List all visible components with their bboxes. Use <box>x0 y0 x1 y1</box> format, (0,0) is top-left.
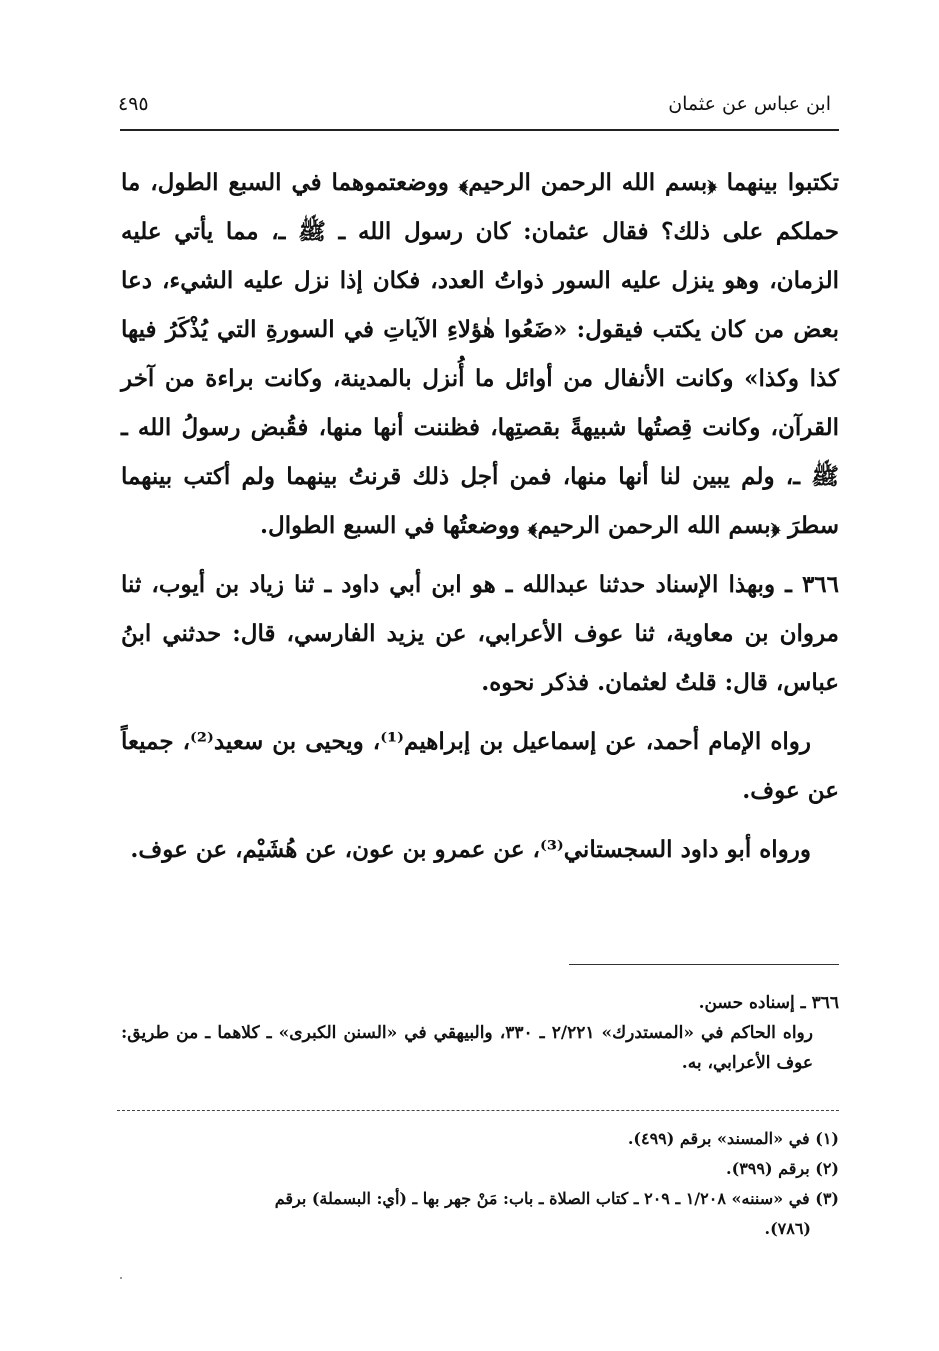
paragraph-ahmad-narration: رواه الإمام أحمد، عن إسماعيل بن إبراهيم⁽¹⁾، ويحيى بن سعيد⁽²⁾، جميعاً عن عوف. <box>121 728 839 804</box>
references-divider <box>117 1110 839 1111</box>
paragraph-continuation: تكتبوا بينهما ﴿بسم الله الرحمن الرحيم﴾ ووضعتموهما في السبع الطول، ما حملكم على ذلك؟ فقال عثمان: كان رسول الله ـ ﷺ ـ، مما يأتي عليه الزمان، وهو ينزل عليه السور ذواتُ العدد، فكان إذا نزل عليه الشيء، دعا بعض من كان يكتب فيقول: «ضَعُوا هٰؤلاءِ الآياتِ في السورةِ التي يُذْكَرُ فيها كذا وكذا» وكانت الأنفال من أوائل ما أُنزل بالمدينة، وكانت براءة من آخر القرآن، وكانت قِصتُها شبيهةً بقصتِها، فظننت أنها منها، فقُبض رسولُ الله ـ ﷺ ـ، ولم يبين لنا أنها منها، فمن أجل ذلك قرنتُ بينهما ولم أكتب بينهما سطرَ ﴿بسم الله الرحمن الرحيم﴾ ووضعتُها في السبع الطوال. <box>121 169 839 539</box>
footnote-3: (٣) في «سننه» ١/٢٠٨ ـ ٢٠٩ ـ كتاب الصلاة ـ باب: مَنْ جهر بها ـ (أي: البسملة) برقم <box>274 1189 839 1208</box>
header-rule <box>120 129 839 131</box>
scan-speck <box>120 1277 122 1279</box>
paragraph-abudawud-narration: ورواه أبو داود السجستاني⁽³⁾، عن عمرو بن عون، عن هُشَيْم، عن عوف. <box>130 836 811 863</box>
footnote-rule <box>569 964 839 965</box>
editor-notes <box>121 988 839 1078</box>
footnote-2: (٢) برقم (٣٩٩). <box>726 1159 839 1178</box>
page-number: ٤٩٥ <box>118 93 149 115</box>
footnote-3-continuation: (٧٨٦). <box>764 1219 811 1238</box>
running-header <box>118 84 831 124</box>
running-title: ابن عباس عن عثمان <box>668 93 831 115</box>
paragraph-hadith-366: ٣٦٦ ـ وبهذا الإسناد حدثنا عبدالله ـ هو ابن أبي داود ـ ثنا زياد بن أيوب، ثنا مروان بن معاوية، ثنا عوف الأعرابي، عن يزيد الفارسي، قال: حدثني ابنُ عباس، قال: قلتُ لعثمان. فذكر نحوه. <box>121 571 839 696</box>
note-isnad: ٣٦٦ ـ إسناده حسن. <box>698 993 839 1013</box>
footnote-1: (١) في «المسند» برقم (٤٩٩). <box>627 1129 839 1148</box>
note-takhrij: رواه الحاكم في «المستدرك» ٢/٢٢١ ـ ٣٣٠، والبيهقي في «السنن الكبرى» ـ كلاهما ـ من طريق: عوف الأعرابي، به. <box>121 1023 813 1073</box>
footnote-references <box>121 1124 839 1244</box>
main-text <box>121 158 839 884</box>
